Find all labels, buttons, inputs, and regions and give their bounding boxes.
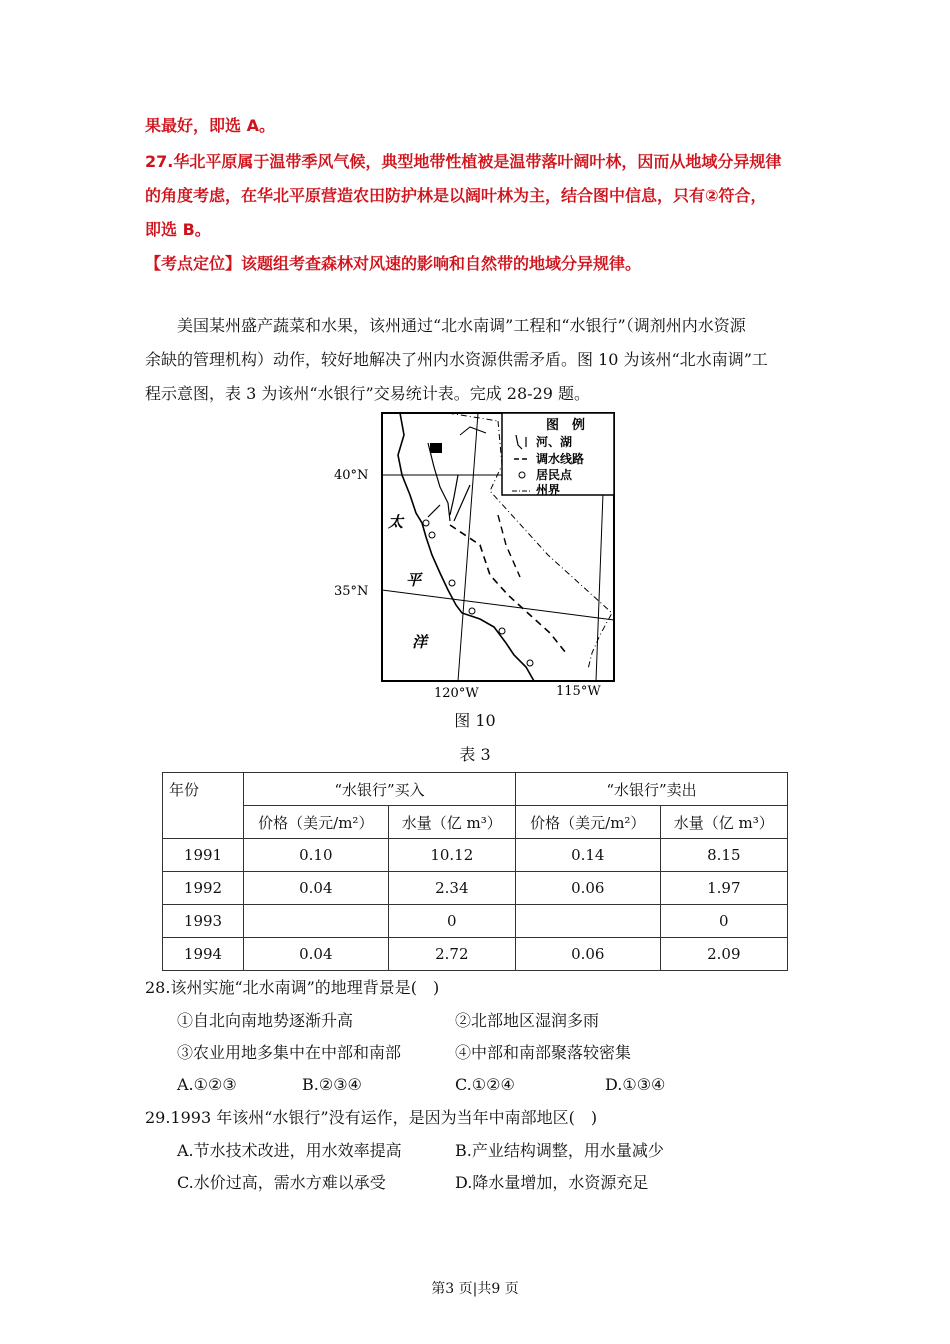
table-cell: 1.97 [660,872,787,905]
ocean-char-3: 洋 [412,633,428,651]
q29-choice-a: A.节水技术改进，用水效率提高 [177,1141,402,1160]
table-caption: 表 3 [459,745,491,764]
q28-option-4: ④中部和南部聚落较密集 [455,1043,632,1062]
table-row [163,905,788,938]
water-transfer-branch [498,515,520,577]
table-cell: 0.10 [244,839,389,872]
q28-option-1: ①自北向南地势逐渐升高 [177,1011,354,1030]
lon-120-line [458,413,478,681]
legend-title: 图 例 [546,418,586,433]
table-row [163,839,788,872]
lon-label-120: 120°W [434,686,479,700]
q27-explanation-line-2: 的角度考虑，在华北平原营造农田防护林是以阔叶林为主，结合图中信息，只有②符合， [145,186,767,205]
table-cell: 2.72 [388,938,515,971]
q29-stem: 29.1993 年该州“水银行”没有运作，是因为当年中南部地区( ) [145,1108,598,1127]
q28-choice-a: A.①②③ [177,1075,237,1094]
q28-choice-b: B.②③④ [302,1075,362,1094]
table-cell: 0 [388,905,515,938]
legend-item-boundary: 州界 [536,483,561,497]
buy-volume-header: 水量（亿 m³） [388,806,515,839]
settlement [469,608,475,614]
sell-header: “水银行”卖出 [515,773,787,806]
table-cell: 0.04 [244,872,389,905]
table-cell: 0.06 [515,938,660,971]
table-cell: 1991 [163,839,244,872]
q29-choice-b: B.产业结构调整，用水量减少 [455,1141,664,1160]
intro-line-3: 程示意图，表 3 为该州“水银行”交易统计表。完成 28-29 题。 [145,384,591,403]
table-cell [244,905,389,938]
page-footer: 第3 页|共9 页 [431,1281,519,1297]
q28-choice-c: C.①②④ [455,1075,515,1094]
table-cell: 1992 [163,872,244,905]
table-cell [515,905,660,938]
table-cell: 2.34 [388,872,515,905]
settlement [423,520,429,526]
q28-option-2: ②北部地区湿润多雨 [455,1011,600,1030]
figure-caption: 图 10 [454,711,496,730]
settlement [449,580,455,586]
buy-price-header: 价格（美元/m²） [244,806,389,839]
legend-item-river: 河、湖 [536,435,573,449]
intro-line-1: 美国某州盛产蔬菜和水果，该州通过“北水南调”工程和“水银行”（调剂州内水资源 [177,316,746,335]
settlement [499,628,505,634]
year-header: 年份 [163,773,244,839]
q29-choice-c: C.水价过高，需水方难以承受 [177,1173,386,1192]
q28-stem: 28.该州实施“北水南调”的地理背景是( ) [145,978,440,997]
table-cell: 10.12 [388,839,515,872]
lon-label-115: 115°W [556,684,601,699]
lake [430,443,442,453]
explanation-line: 果最好，即选 A。 [145,116,275,135]
buy-header: “水银行”买入 [244,773,516,806]
table-cell: 0.14 [515,839,660,872]
q27-explanation-line-1: 27.华北平原属于温带季风气候，典型地带性植被是温带落叶阔叶林，因而从地域分异规律 [145,152,782,171]
table-cell: 0.06 [515,872,660,905]
q28-option-3: ③农业用地多集中在中部和南部 [177,1043,402,1062]
q27-explanation-line-3: 即选 B。 [145,220,211,239]
ocean-char-1: 太 [388,513,404,531]
intro-line-2: 余缺的管理机构）动作，较好地解决了州内水资源供需矛盾。图 10 为该州“北水南调”工 [145,350,768,369]
water-transfer-route [450,525,566,653]
table-cell: 0 [660,905,787,938]
ocean-char-2: 平 [406,571,422,589]
table-cell: 1994 [163,938,244,971]
table-cell: 0.04 [244,938,389,971]
sell-volume-header: 水量（亿 m³） [660,806,787,839]
figure-10-map [330,405,630,700]
q28-choice-d: D.①③④ [605,1075,666,1094]
rivers [428,443,470,521]
northern-river [460,427,486,435]
lat-35-line [382,590,614,620]
table-cell: 1993 [163,905,244,938]
table-cell: 2.09 [660,938,787,971]
table-row [163,872,788,905]
settlement [527,660,533,666]
kaodian-note: 【考点定位】该题组考查森林对风速的影响和自然带的地域分异规律。 [145,254,642,273]
table-cell: 8.15 [660,839,787,872]
water-bank-table [162,772,788,971]
legend-item-settlement: 居民点 [536,468,573,482]
legend-item-route: 调水线路 [536,452,585,466]
lat-label-35: 35°N [334,584,369,599]
legend-settlement-symbol [519,472,525,478]
q29-choice-d: D.降水量增加，水资源充足 [455,1173,649,1192]
settlement [429,532,435,538]
sell-price-header: 价格（美元/m²） [515,806,660,839]
table-row [163,938,788,971]
lat-label-40: 40°N [334,468,369,483]
